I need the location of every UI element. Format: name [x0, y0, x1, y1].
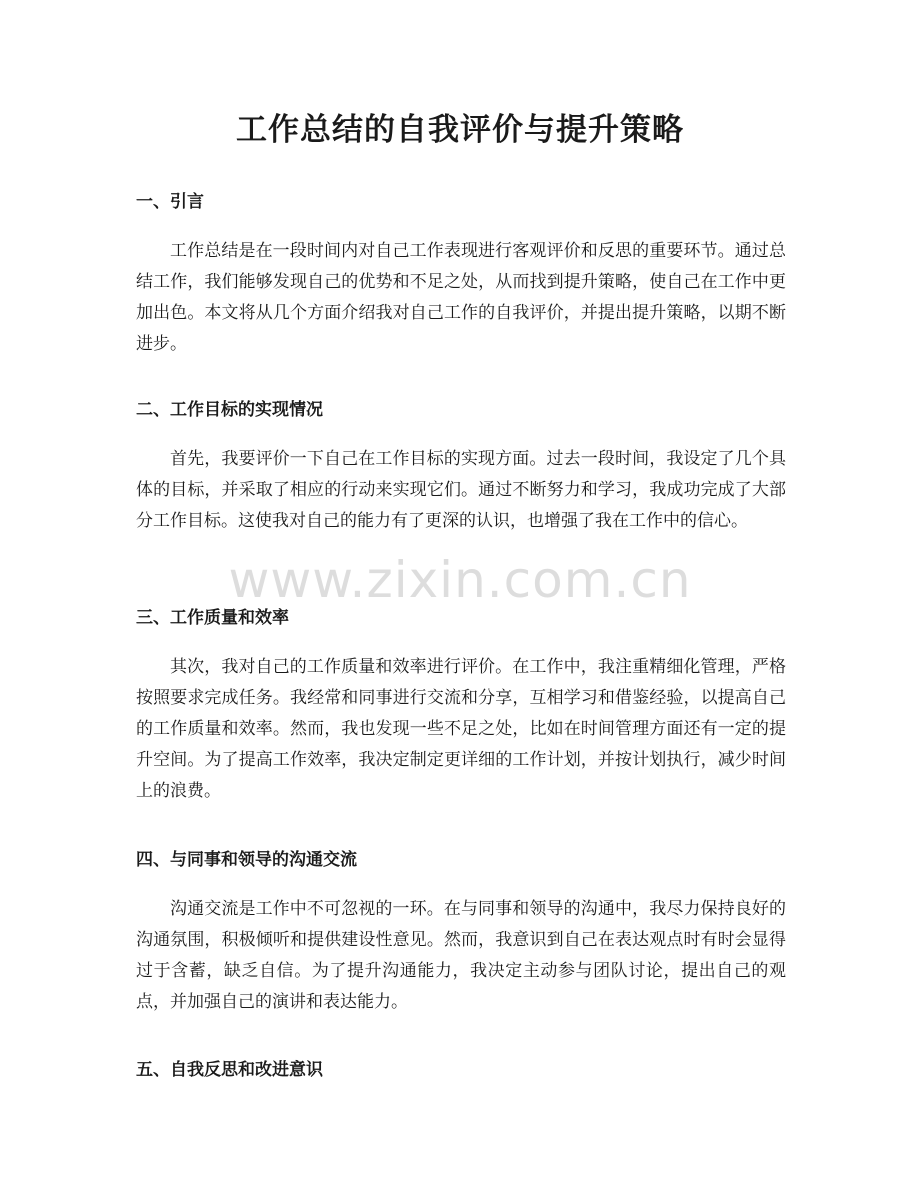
section-paragraph-goals: 首先，我要评价一下自己在工作目标的实现方面。过去一段时间，我设定了几个具体的目标，并采取了相应的行动来实现它们。通过不断努力和学习，我成功完成了大部分工作目标。这使我对自己的能力有了更深的认识，也增强了我在工作中的信心。 — [136, 449, 786, 531]
section-heading-communication: 四、与同事和领导的沟通交流 — [136, 850, 357, 870]
section-heading-reflection: 五、自我反思和改进意识 — [136, 1060, 323, 1080]
document-title: 工作总结的自我评价与提升策略 — [236, 112, 684, 148]
section-heading-quality: 三、工作质量和效率 — [136, 608, 289, 628]
section-heading-introduction: 一、引言 — [136, 192, 204, 212]
section-heading-goals: 二、工作目标的实现情况 — [136, 400, 323, 420]
watermark: www.zixin.com.cn — [228, 551, 692, 609]
section-paragraph-communication: 沟通交流是工作中不可忽视的一环。在与同事和领导的沟通中，我尽力保持良好的沟通氛围，积极倾听和提供建设性意见。然而，我意识到自己在表达观点时有时会显得过于含蓄，缺乏自信。为了提升沟通能力，我决定主动参与团队讨论，提出自己的观点，并加强自己的演讲和表达能力。 — [136, 899, 786, 1012]
section-paragraph-introduction: 工作总结是在一段时间内对自己工作表现进行客观评价和反思的重要环节。通过总结工作，我们能够发现自己的优势和不足之处，从而找到提升策略，使自己在工作中更加出色。本文将从几个方面介绍我对自己工作的自我评价，并提出提升策略，以期不断进步。 — [136, 241, 786, 354]
section-paragraph-quality: 其次，我对自己的工作质量和效率进行评价。在工作中，我注重精细化管理，严格按照要求完成任务。我经常和同事进行交流和分享，互相学习和借鉴经验，以提高自己的工作质量和效率。然而，我也发现一些不足之处，比如在时间管理方面还有一定的提升空间。为了提高工作效率，我决定制定更详细的工作计划，并按计划执行，减少时间上的浪费。 — [136, 657, 786, 801]
